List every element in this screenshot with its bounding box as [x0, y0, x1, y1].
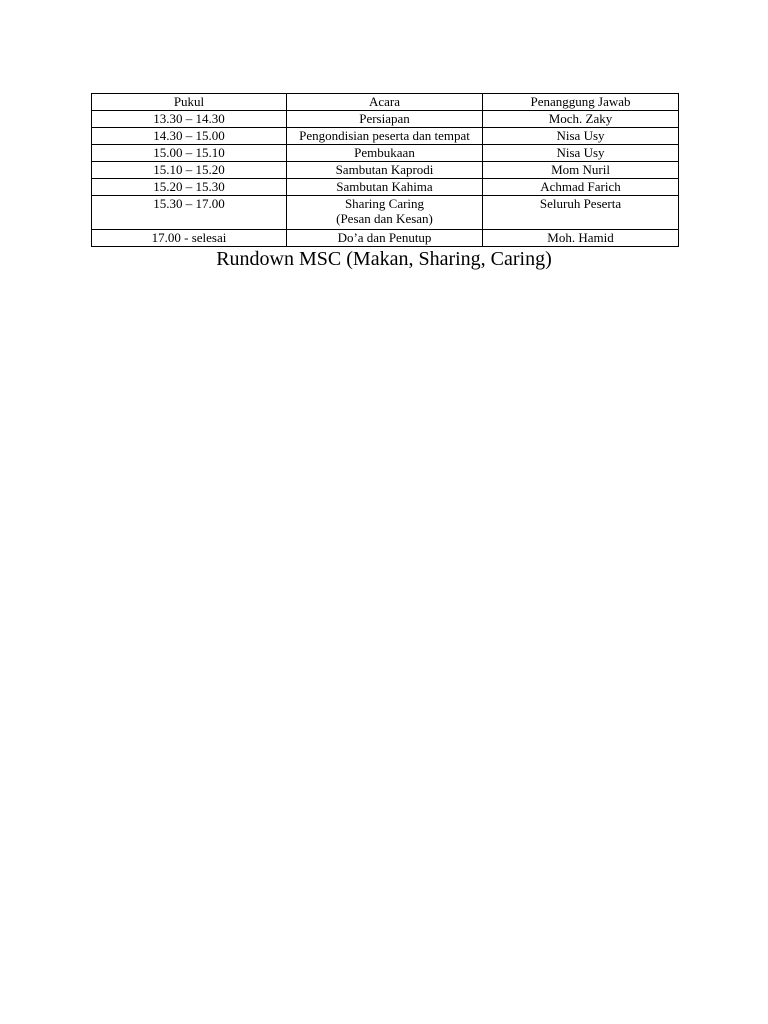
event-line: Sharing Caring [344, 196, 425, 211]
table-row [92, 111, 679, 128]
table-row [92, 179, 679, 196]
event-cell [287, 230, 483, 247]
time-cell: 15.30 – 17.00 [92, 196, 287, 230]
event-line: Persiapan [359, 111, 410, 126]
event-cell [287, 162, 483, 179]
person-cell: Seluruh Peserta [483, 196, 679, 230]
table-row [92, 145, 679, 162]
table-row [92, 196, 679, 230]
header-acara: Acara [287, 94, 483, 111]
rundown-table [91, 93, 679, 247]
event-line: Pengondisian peserta dan tempat [299, 128, 470, 143]
person-cell: Moh. Hamid [483, 230, 679, 247]
table-caption: Rundown MSC (Makan, Sharing, Caring) [216, 248, 552, 270]
time-cell: 14.30 – 15.00 [92, 128, 287, 145]
person-cell: Achmad Farich [483, 179, 679, 196]
time-cell: 15.20 – 15.30 [92, 179, 287, 196]
event-line: Sambutan Kaprodi [335, 162, 434, 177]
event-cell [287, 196, 483, 230]
table-row [92, 162, 679, 179]
event-cell [287, 111, 483, 128]
header-pukul: Pukul [92, 94, 287, 111]
person-cell: Moch. Zaky [483, 111, 679, 128]
table-row [92, 128, 679, 145]
event-cell [287, 179, 483, 196]
time-cell: 17.00 - selesai [92, 230, 287, 247]
table-row [92, 230, 679, 247]
time-cell: 15.10 – 15.20 [92, 162, 287, 179]
table-header-row [92, 94, 679, 111]
event-cell [287, 145, 483, 162]
event-line: Pembukaan [354, 145, 415, 160]
header-penanggung-jawab: Penanggung Jawab [483, 94, 679, 111]
person-cell: Nisa Usy [483, 145, 679, 162]
time-cell: 15.00 – 15.10 [92, 145, 287, 162]
event-line: (Pesan dan Kesan) [336, 211, 433, 226]
time-cell: 13.30 – 14.30 [92, 111, 287, 128]
event-cell [287, 128, 483, 145]
event-line: Sambutan Kahima [336, 179, 433, 194]
person-cell: Mom Nuril [483, 162, 679, 179]
person-cell: Nisa Usy [483, 128, 679, 145]
event-line: Do’a dan Penutup [337, 230, 432, 245]
